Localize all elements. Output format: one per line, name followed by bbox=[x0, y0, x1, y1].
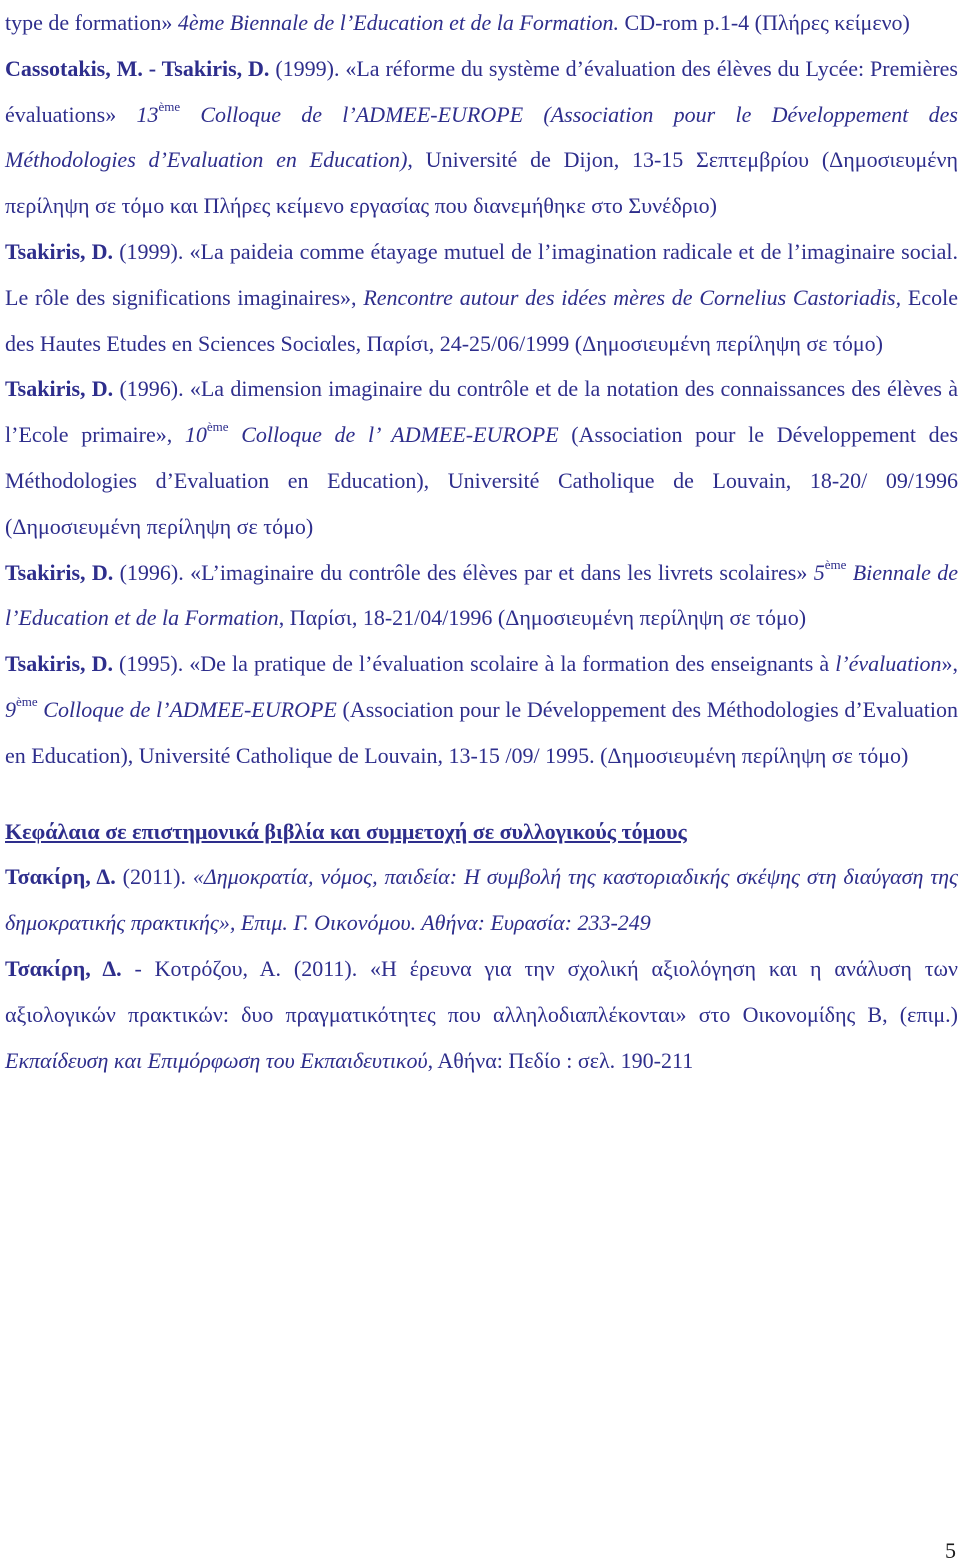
entry-author: Τσακίρη, Δ. bbox=[5, 864, 116, 890]
bibliography-entry: Tsakiris, D. (1996). «L’imaginaire du contrôle des élèves par et dans les livrets scolaires» 5ème Biennale de l’Education et de la Formation, Παρίσι, 18-21/04/1996 (Δημοσιευμένη περίληψη σε τόμο) bbox=[5, 556, 958, 631]
entry-author: Tsakiris, D. bbox=[5, 651, 113, 677]
section-heading: Κεφάλαια σε επιστημονικά βιβλία και συμμετοχή σε συλλογικούς τόμους bbox=[5, 818, 687, 844]
bibliography-entry: Tsakiris, D. (1996). «La dimension imaginaire du contrôle et de la notation des connaissances des élèves à l’Ecole primaire», 10ème Colloque de l’ ADMEE-EUROPE (Association pour le Développement des Méthodologies d’Evaluation en Education), Université Catholique de Louvain, 18-20/ 09/1996 (Δημοσιευμένη περίληψη σε τόμο) bbox=[5, 376, 959, 539]
entry-author: Tsakiris, D. bbox=[5, 376, 114, 402]
bibliography-entry: Τσακίρη, Δ. (2011). «Δημοκρατία, νόμος, παιδεία: Η συμβολή της καστοριαδικής σκέψης στη διαύγαση της δημοκρατικής πρακτικής», Επιμ. Γ. Οικονόμου. Αθήνα: Ευρασία: 233-249 bbox=[5, 864, 958, 936]
bibliography-entry: Tsakiris, D. (1995). «De la pratique de l’évaluation scolaire à la formation des enseignants à l’évaluation», 9ème Colloque de l’ADMEE-EUROPE (Association pour le Développement des Méthodologies d’Evaluation en Education), Université Catholique de Louvain, 13-15 /09/ 1995. (Δημοσιευμένη περίληψη σε τόμο) bbox=[5, 651, 958, 768]
bibliography-entry: Τσακίρη, Δ. - Κοτρόζου, Α. (2011). «Η έρευνα για την σχολική αξιολόγηση και η ανάλυση των αξιολογικών πρακτικών: δυο πραγματικότητες που αλληλοδιαπλέκονται» στο Οικονομίδης Β, (επιμ.) Εκπαίδευση και Επιμόρφωση του Εκπαιδευτικού, Αθήνα: Πεδίο : σελ. 190-211 bbox=[5, 955, 958, 1073]
entry-author: Cassotakis, M. - Tsakiris, D. bbox=[5, 55, 270, 81]
section-gap bbox=[5, 779, 958, 809]
document-page bbox=[5, 0, 958, 1083]
bibliography-entry: Cassotakis, M. - Tsakiris, D. (1999). «La réforme du système d’évaluation des élèves du Lycée: Premières évaluations» 13ème Colloque de l’ADMEE-EUROPE (Association pour le Développement des Méthodologies d’Evaluation en Education), Université de Dijon, 13-15 Σεπτεμβρίου (Δημοσιευμένη περίληψη σε τόμο και Πλήρες κείμενο εργασίας που διανεμήθηκε στο Συνέδριο) bbox=[5, 55, 958, 219]
bibliography-entry: Tsakiris, D. (1999). «La paideia comme étayage mutuel de l’imagination radicale et de l’imaginaire social. Le rôle des significations imaginaires», Rencontre autour des idées mères de Cornelius Castoriadis, Ecole des Hautes Etudes en Sciences Sociαles, Παρίσι, 24-25/06/1999 (Δημοσιευμένη περίληψη σε τόμο) bbox=[5, 238, 958, 356]
entry-author: Tsakiris, D. bbox=[5, 238, 114, 264]
page-number: 5 bbox=[945, 1538, 956, 1563]
entry-author: Τσακίρη, Δ. bbox=[5, 955, 122, 981]
entry-author: Tsakiris, D. bbox=[5, 559, 114, 585]
bibliography-entry: type de formation» 4ème Biennale de l’Education et de la Formation. CD-rom p.1-4 (Πλήρες κείμενο) bbox=[5, 10, 910, 35]
